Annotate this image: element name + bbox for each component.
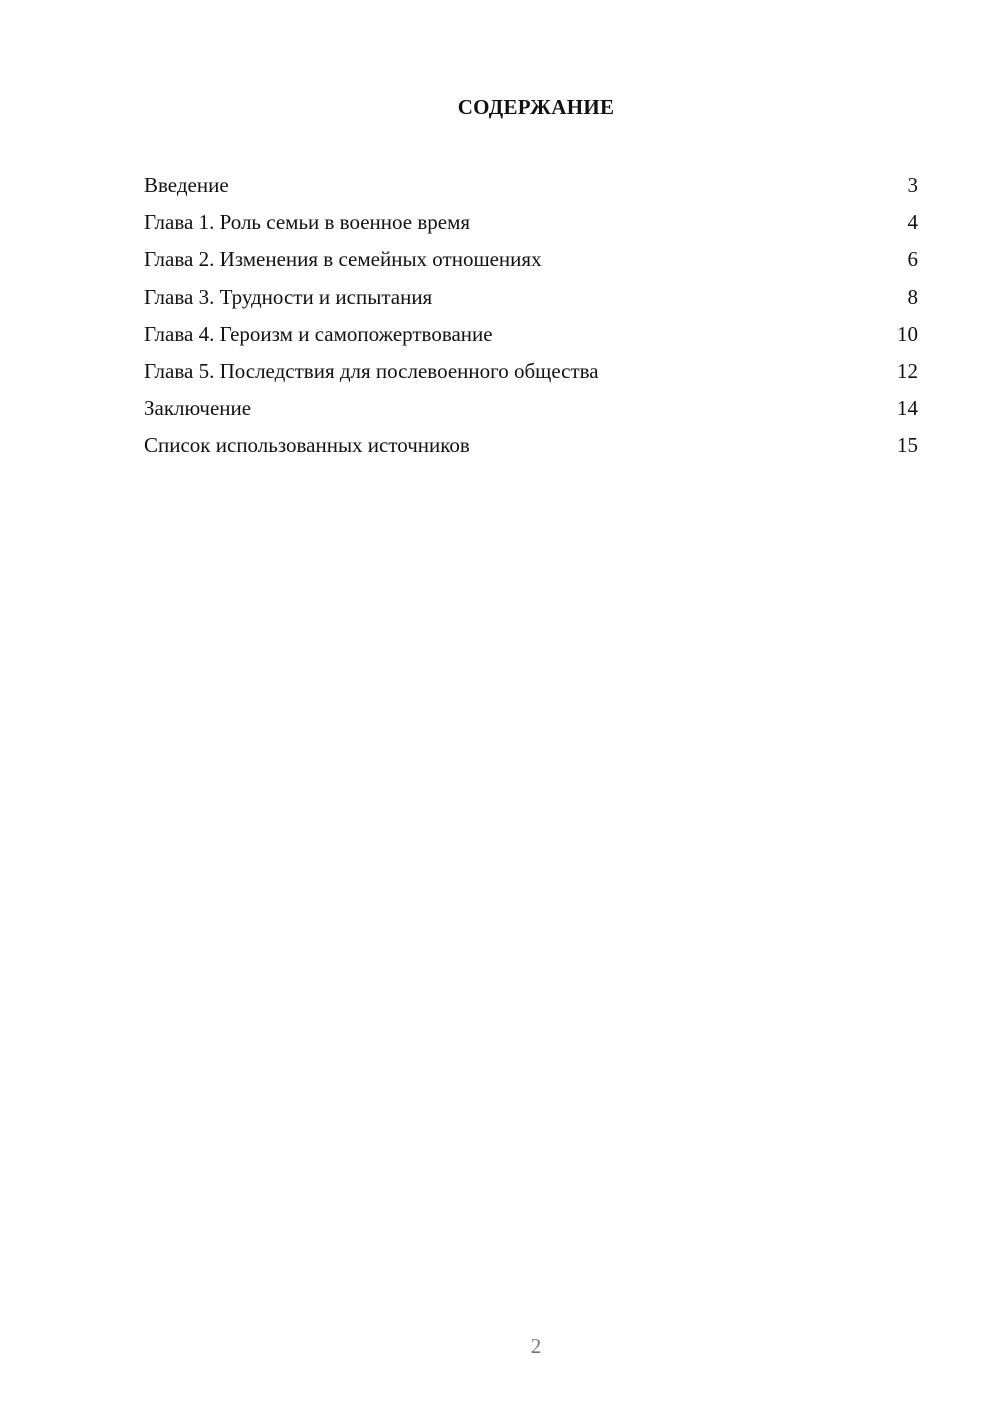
toc-entry-conclusion bbox=[144, 390, 918, 427]
toc-entry-chapter-2 bbox=[144, 241, 918, 278]
toc-entry-title: Глава 5. Последствия для послевоенного общества bbox=[144, 358, 599, 383]
toc-entry-references bbox=[144, 427, 918, 464]
toc-entry-chapter-5 bbox=[144, 353, 918, 390]
toc-entry-introduction bbox=[144, 167, 918, 204]
toc-entry-page: 4 bbox=[907, 210, 918, 235]
toc-entry-title: Введение bbox=[144, 173, 229, 197]
toc-entry-page: 3 bbox=[907, 173, 918, 197]
toc-entry-chapter-4 bbox=[144, 316, 918, 353]
toc-entry-page: 15 bbox=[897, 433, 918, 458]
toc-entry-page: 8 bbox=[907, 284, 918, 309]
toc-entry-chapter-3 bbox=[144, 279, 918, 316]
toc-entry-page: 6 bbox=[907, 247, 918, 272]
toc-entry-title: Глава 2. Изменения в семейных отношениях bbox=[144, 247, 542, 272]
toc-entry-page: 14 bbox=[897, 396, 918, 421]
toc-heading: СОДЕРЖАНИЕ bbox=[457, 95, 615, 119]
toc-entry-title: Глава 3. Трудности и испытания bbox=[144, 284, 433, 309]
toc-entry-title: Заключение bbox=[144, 396, 252, 421]
toc-entry-page: 10 bbox=[897, 321, 918, 346]
page-number: 2 bbox=[530, 1334, 542, 1358]
toc-entry-title: Список использованных источников bbox=[144, 433, 470, 458]
toc-entry-chapter-1 bbox=[144, 204, 918, 241]
toc-entry-page: 12 bbox=[897, 358, 918, 383]
table-of-contents bbox=[144, 167, 918, 465]
toc-entry-title: Глава 4. Героизм и самопожертвование bbox=[144, 321, 493, 346]
toc-entry-title: Глава 1. Роль семьи в военное время bbox=[144, 210, 471, 235]
